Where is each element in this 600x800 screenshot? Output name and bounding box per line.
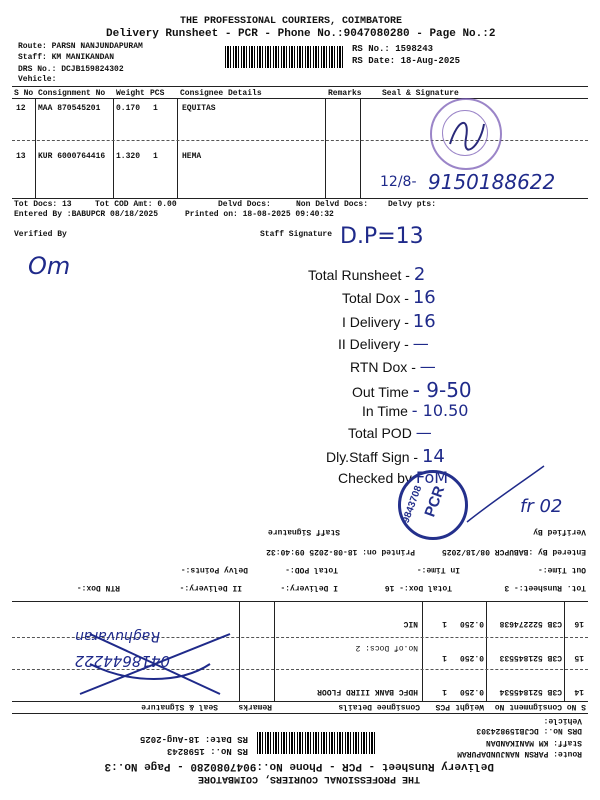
row-consignee: HDFC BANK IIIRD FLOOR — [317, 687, 418, 696]
rs-date: RS Date: 18-Aug-2025 — [352, 56, 461, 66]
col-pcs: PCS — [435, 702, 450, 711]
pcr-stamp-number: 9843708 — [400, 484, 425, 525]
printed-on: Printed on: 18-08-2025 09:40:32 — [185, 210, 334, 219]
summary-value: 14 — [421, 446, 445, 467]
total-docs: Tot Docs: 13 — [14, 200, 72, 209]
col-seal: Seal & Signature — [141, 702, 218, 711]
summary-value: — — [419, 357, 436, 376]
staff-signature-label: Staff Signature — [260, 230, 333, 239]
total-dox: Total Dox:- 16 — [384, 583, 452, 592]
dp-count: D.P=13 — [340, 224, 424, 249]
company-name: THE PROFESSIONAL COURIERS, COIMBATORE — [197, 773, 420, 784]
col-weight: Weight — [455, 702, 484, 711]
col-consignee: Consignee Details — [180, 89, 262, 98]
col-divider — [274, 602, 275, 702]
table-bottom-rule — [12, 601, 588, 602]
verified-initials: Om — [28, 252, 71, 280]
total-cod: Tot COD Amt: 0.00 — [95, 200, 177, 209]
handwritten-name: Raghuvaran — [74, 628, 160, 644]
summary-value: — — [412, 334, 429, 353]
row-pcs: 1 — [442, 619, 447, 628]
vehicle: Vehicle: — [18, 75, 57, 84]
row-consignment: C3B 522274638 — [499, 619, 562, 628]
summary-value: - 9-50 — [412, 378, 472, 402]
col-seal: Seal & Signature — [382, 89, 459, 98]
staff: Staff: KM MANIKANDAN — [485, 738, 582, 747]
route: Route: PARSN NANJUNDAPURAM — [457, 749, 582, 758]
row-consignment: MAA 870545201 — [38, 104, 101, 113]
summary-label: Total POD — [348, 425, 412, 441]
entered-by: Entered By :BABUPCR 08/18/2025 — [441, 547, 586, 556]
summary-value: 16 — [412, 311, 436, 332]
row-weight: 0.250 — [459, 687, 484, 696]
row-remarks: No.of Docs: 2 — [355, 643, 418, 652]
printed-on: Printed on: 18-08-2025 09:40:32 — [266, 547, 415, 556]
row-sno: 16 — [574, 619, 584, 628]
summary-label: Dly.Staff Sign - — [326, 449, 419, 465]
col-sno: S No — [14, 89, 34, 98]
row-sno: 15 — [574, 653, 584, 662]
summary-value: 16 — [412, 287, 436, 308]
summary-label: Total Runsheet - — [308, 267, 410, 283]
runsheet-title: Delivery Runsheet - PCR - Phone No.:9047080280 - Page No.:3 — [104, 760, 494, 772]
row-consignee: HEMA — [182, 152, 202, 161]
col-consignment: Consignment No — [38, 89, 106, 98]
row-sno: 14 — [574, 687, 584, 696]
row-pcs: 1 — [442, 653, 447, 662]
col-divider — [422, 602, 423, 702]
verified-by: Verified By — [533, 527, 586, 536]
non-delivered-docs: Non Delvd Docs: — [296, 200, 369, 209]
vehicle: Vehicle: — [543, 716, 582, 725]
drs-number: DRS No.: DCJB159824303 — [476, 726, 582, 735]
row-weight: 1.320 — [116, 152, 141, 161]
col-consignment: Consignment No — [494, 702, 562, 711]
row-consignment: C3B 521845533 — [499, 653, 562, 662]
summary-label: I Delivery - — [342, 314, 409, 330]
row-consignment: C3B 521845534 — [499, 687, 562, 696]
rs-date: RS Date: 18-Aug-2025 — [139, 734, 248, 744]
total-runsheet: Tot. Runsheet:- 3 — [504, 583, 586, 592]
col-divider — [564, 602, 565, 702]
summary-value: FoM — [415, 468, 449, 487]
row-pcs: 1 — [153, 104, 158, 113]
total-pod: Total POD:- — [285, 565, 338, 574]
summary-label: Checked by — [338, 470, 412, 486]
summary-label: In Time — [362, 403, 408, 419]
row-consignee: EQUITAS — [182, 104, 216, 113]
summary-label: RTN Dox - — [350, 359, 416, 375]
summary-value: — — [415, 423, 432, 442]
staff-signature-label: Staff Signature — [267, 527, 340, 536]
entered-by: Entered By :BABUPCR 08/18/2025 — [14, 210, 159, 219]
col-consignee: Consignee Details — [338, 702, 420, 711]
col-sno: S No — [566, 702, 586, 711]
handwritten-signature: fr 02 — [520, 496, 563, 517]
summary-label: II Delivery - — [338, 336, 409, 352]
route: Route: PARSN NANJUNDAPURAM — [18, 42, 143, 51]
row-consignee: NIC — [403, 619, 418, 628]
verified-by: Verified By — [14, 230, 67, 239]
handwritten-phone: 9150188622 — [428, 170, 556, 194]
delivery-points: Delvy Points:- — [180, 565, 248, 574]
row-pcs: 1 — [153, 152, 158, 161]
i-delivery: I Delivery:- — [280, 583, 338, 592]
col-divider — [486, 602, 487, 702]
staff: Staff: KM MANIKANDAN — [18, 53, 115, 62]
summary-label: Out Time — [352, 384, 409, 400]
col-weight: Weight — [116, 89, 145, 98]
summary-value: - 10.50 — [411, 401, 469, 420]
out-time: Out Time:- — [537, 565, 586, 574]
in-time: In Time:- — [416, 565, 460, 574]
rs-number: RS No.: 1598243 — [352, 44, 434, 54]
col-remarks: Remarks — [238, 702, 272, 711]
ii-delivery: II Delivery:- — [179, 583, 242, 592]
company-name: THE PROFESSIONAL COURIERS, COIMBATORE — [180, 16, 403, 27]
row-weight: 0.250 — [459, 619, 484, 628]
delivered-docs: Delvd Docs: — [218, 200, 271, 209]
rs-number: RS No.: 1598243 — [166, 746, 248, 756]
row-weight: 0.170 — [116, 104, 141, 113]
row-weight: 0.250 — [459, 653, 484, 662]
barcode — [255, 732, 375, 754]
rtn-dox: RTN Dox:- — [76, 583, 120, 592]
col-pcs: PCS — [150, 89, 165, 98]
handwritten-phone: 0418644222 — [74, 652, 170, 670]
drs-number: DRS No.: DCJB159824302 — [18, 65, 124, 74]
summary-value: 2 — [413, 264, 426, 285]
table-top-rule — [12, 713, 588, 714]
row-consignment: KUR 6000764416 — [38, 152, 106, 161]
row-sno: 13 — [16, 152, 26, 161]
row-pcs: 1 — [442, 687, 447, 696]
row-sno: 12 — [16, 104, 26, 113]
delivery-points: Delvy pts: — [388, 200, 437, 209]
summary-label: Total Dox - — [342, 290, 409, 306]
runsheet-title: Delivery Runsheet - PCR - Phone No.:9047080280 - Page No.:2 — [106, 28, 496, 40]
handwritten-prefix: 12/8- — [380, 174, 417, 190]
pcr-stamp-text: PCR — [421, 483, 449, 520]
col-remarks: Remarks — [328, 89, 362, 98]
